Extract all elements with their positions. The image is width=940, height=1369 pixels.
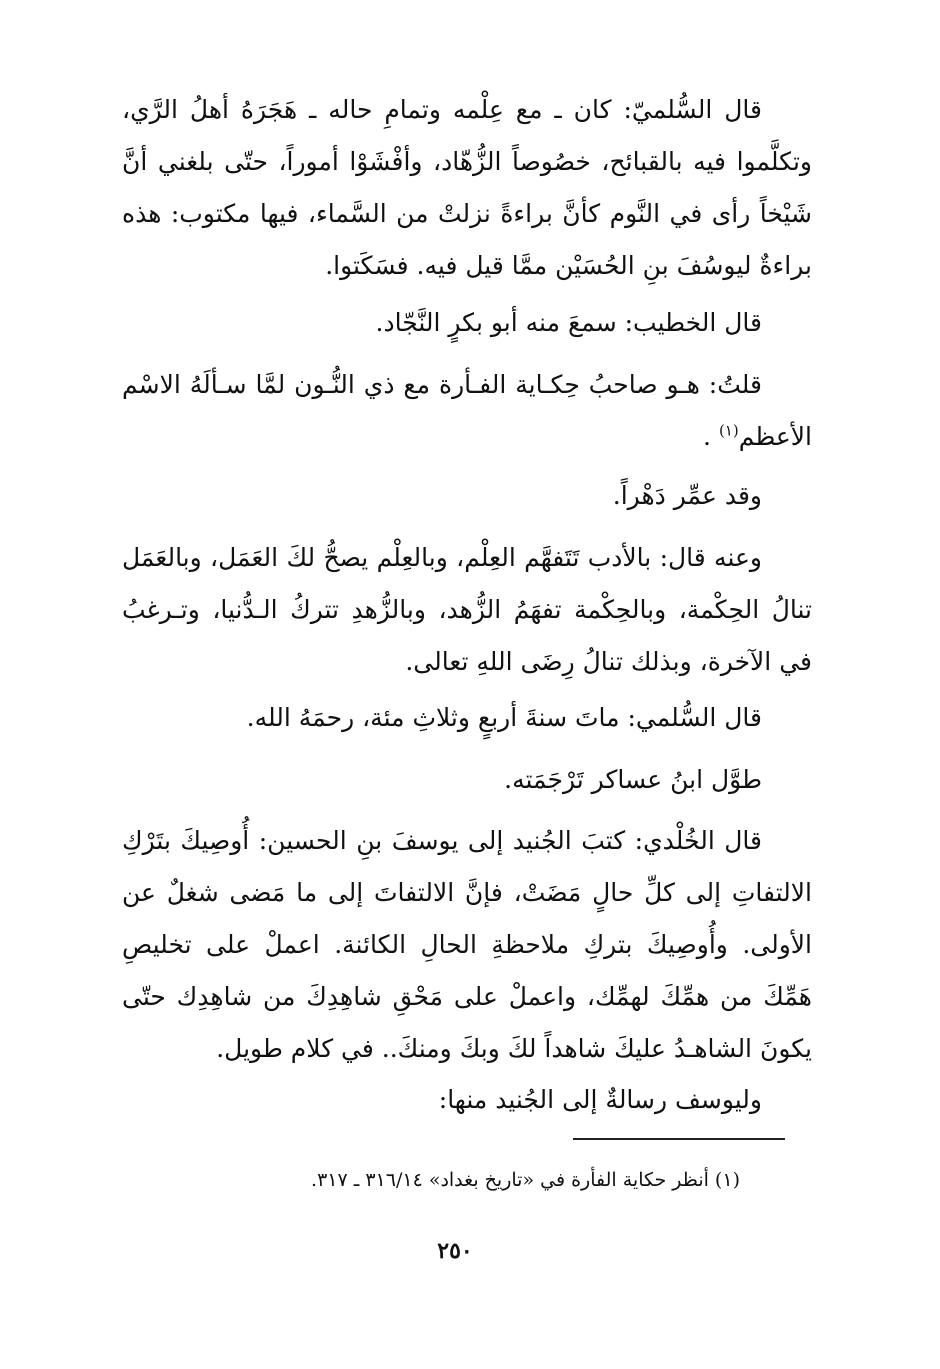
paragraph-junayd-letter — [122, 815, 812, 1075]
paragraph-text-main: قلتُ: هـو صاحبُ حِكـاية الفـأرة مع ذي النُّـون لمَّا سـألَهُ الاسْم الأعظم — [122, 370, 812, 451]
paragraph-fara-story — [122, 359, 812, 463]
paragraph-text: وليوسف رسالةٌ إلى الجُنيد منها: — [438, 1085, 762, 1114]
paragraph-risala — [122, 1074, 812, 1126]
paragraph-death — [122, 692, 812, 744]
paragraph-end-mark: . — [703, 422, 711, 451]
paragraph-sulami-1 — [122, 84, 812, 292]
paragraph-khatib — [122, 297, 812, 349]
footnote-divider — [573, 1138, 785, 1140]
footnote-marker: (١) — [718, 421, 739, 440]
page-number: ٢٥٠ — [437, 1238, 473, 1264]
paragraph-ibn-asakir — [122, 754, 812, 806]
paragraph-longevity — [122, 470, 812, 522]
paragraph-text: قال السُّلمي: ماتَ سنةَ أربعٍ وثلاثِ مئة، رحمَهُ الله. — [246, 703, 762, 732]
paragraph-text: قال السُّلميّ: كان ـ مع عِلْمه وتمامِ حاله ـ هَجَرَهُ أهلُ الرَّي، وتكلَّموا فيه بالقبائح، خصُوصاً الزُّهّاد، وأفْشَوْا أموراً، حتّى بلغني أنَّ شَيْخاً رأى في النَّوم كأنَّ براءةً نزلتْ من السَّماء، فيها مكتوب: هذه براءةٌ ليوسُفَ بنِ الحُسَيْن ممَّا قيل فيه. فسَكَتوا. — [122, 95, 812, 280]
footnote: (١) أنظر حكاية الفأرة في «تاريخ بغداد» ٣١٦/١٤ ـ ٣١٧. — [311, 1169, 740, 1191]
paragraph-text: طوَّل ابنُ عساكر تَرْجَمَته. — [504, 765, 762, 794]
paragraph-text: وعنه قال: بالأدب تَتَفهَّم العِلْم، وبالعِلْم يصحُّ لكَ العَمَل، وبالعَمَل تنالُ الحِكْمة، وبالحِكْمة تفهَمُ الزُّهد، وبالزُّهدِ تتركُ الـدُّنيا، وتـرغبُ في الآخرة، وبذلك تنالُ رِضَى اللهِ تعالى. — [122, 543, 812, 676]
paragraph-text — [122, 359, 812, 463]
paragraph-adab-saying — [122, 532, 812, 688]
paragraph-text: وقد عمِّر دَهْراً. — [612, 481, 762, 510]
paragraph-text: قال الخُلْدي: كتبَ الجُنيد إلى يوسفَ بنِ الحسين: أُوصِيكَ بتَرْكِ الالتفاتِ إلى كلِّ حالٍ مَضَتْ، فإنَّ الالتفاتَ إلى ما مَضى شغلٌ عن الأولى. وأُوصِيكَ بتركِ ملاحظةِ الحالِ الكائنة. اعملْ على تخليصِ هَمِّكَ من همِّكَ لهمِّك، واعملْ على مَحْقِ شاهِدِكَ من شاهِدِك حتّى يكونَ الشاهـدُ عليكَ شاهداً لكَ وبكَ ومنكَ.. في كلام طويل. — [122, 826, 812, 1063]
paragraph-text: قال الخطيب: سمعَ منه أبو بكرٍ النَّجّاد. — [375, 308, 762, 337]
